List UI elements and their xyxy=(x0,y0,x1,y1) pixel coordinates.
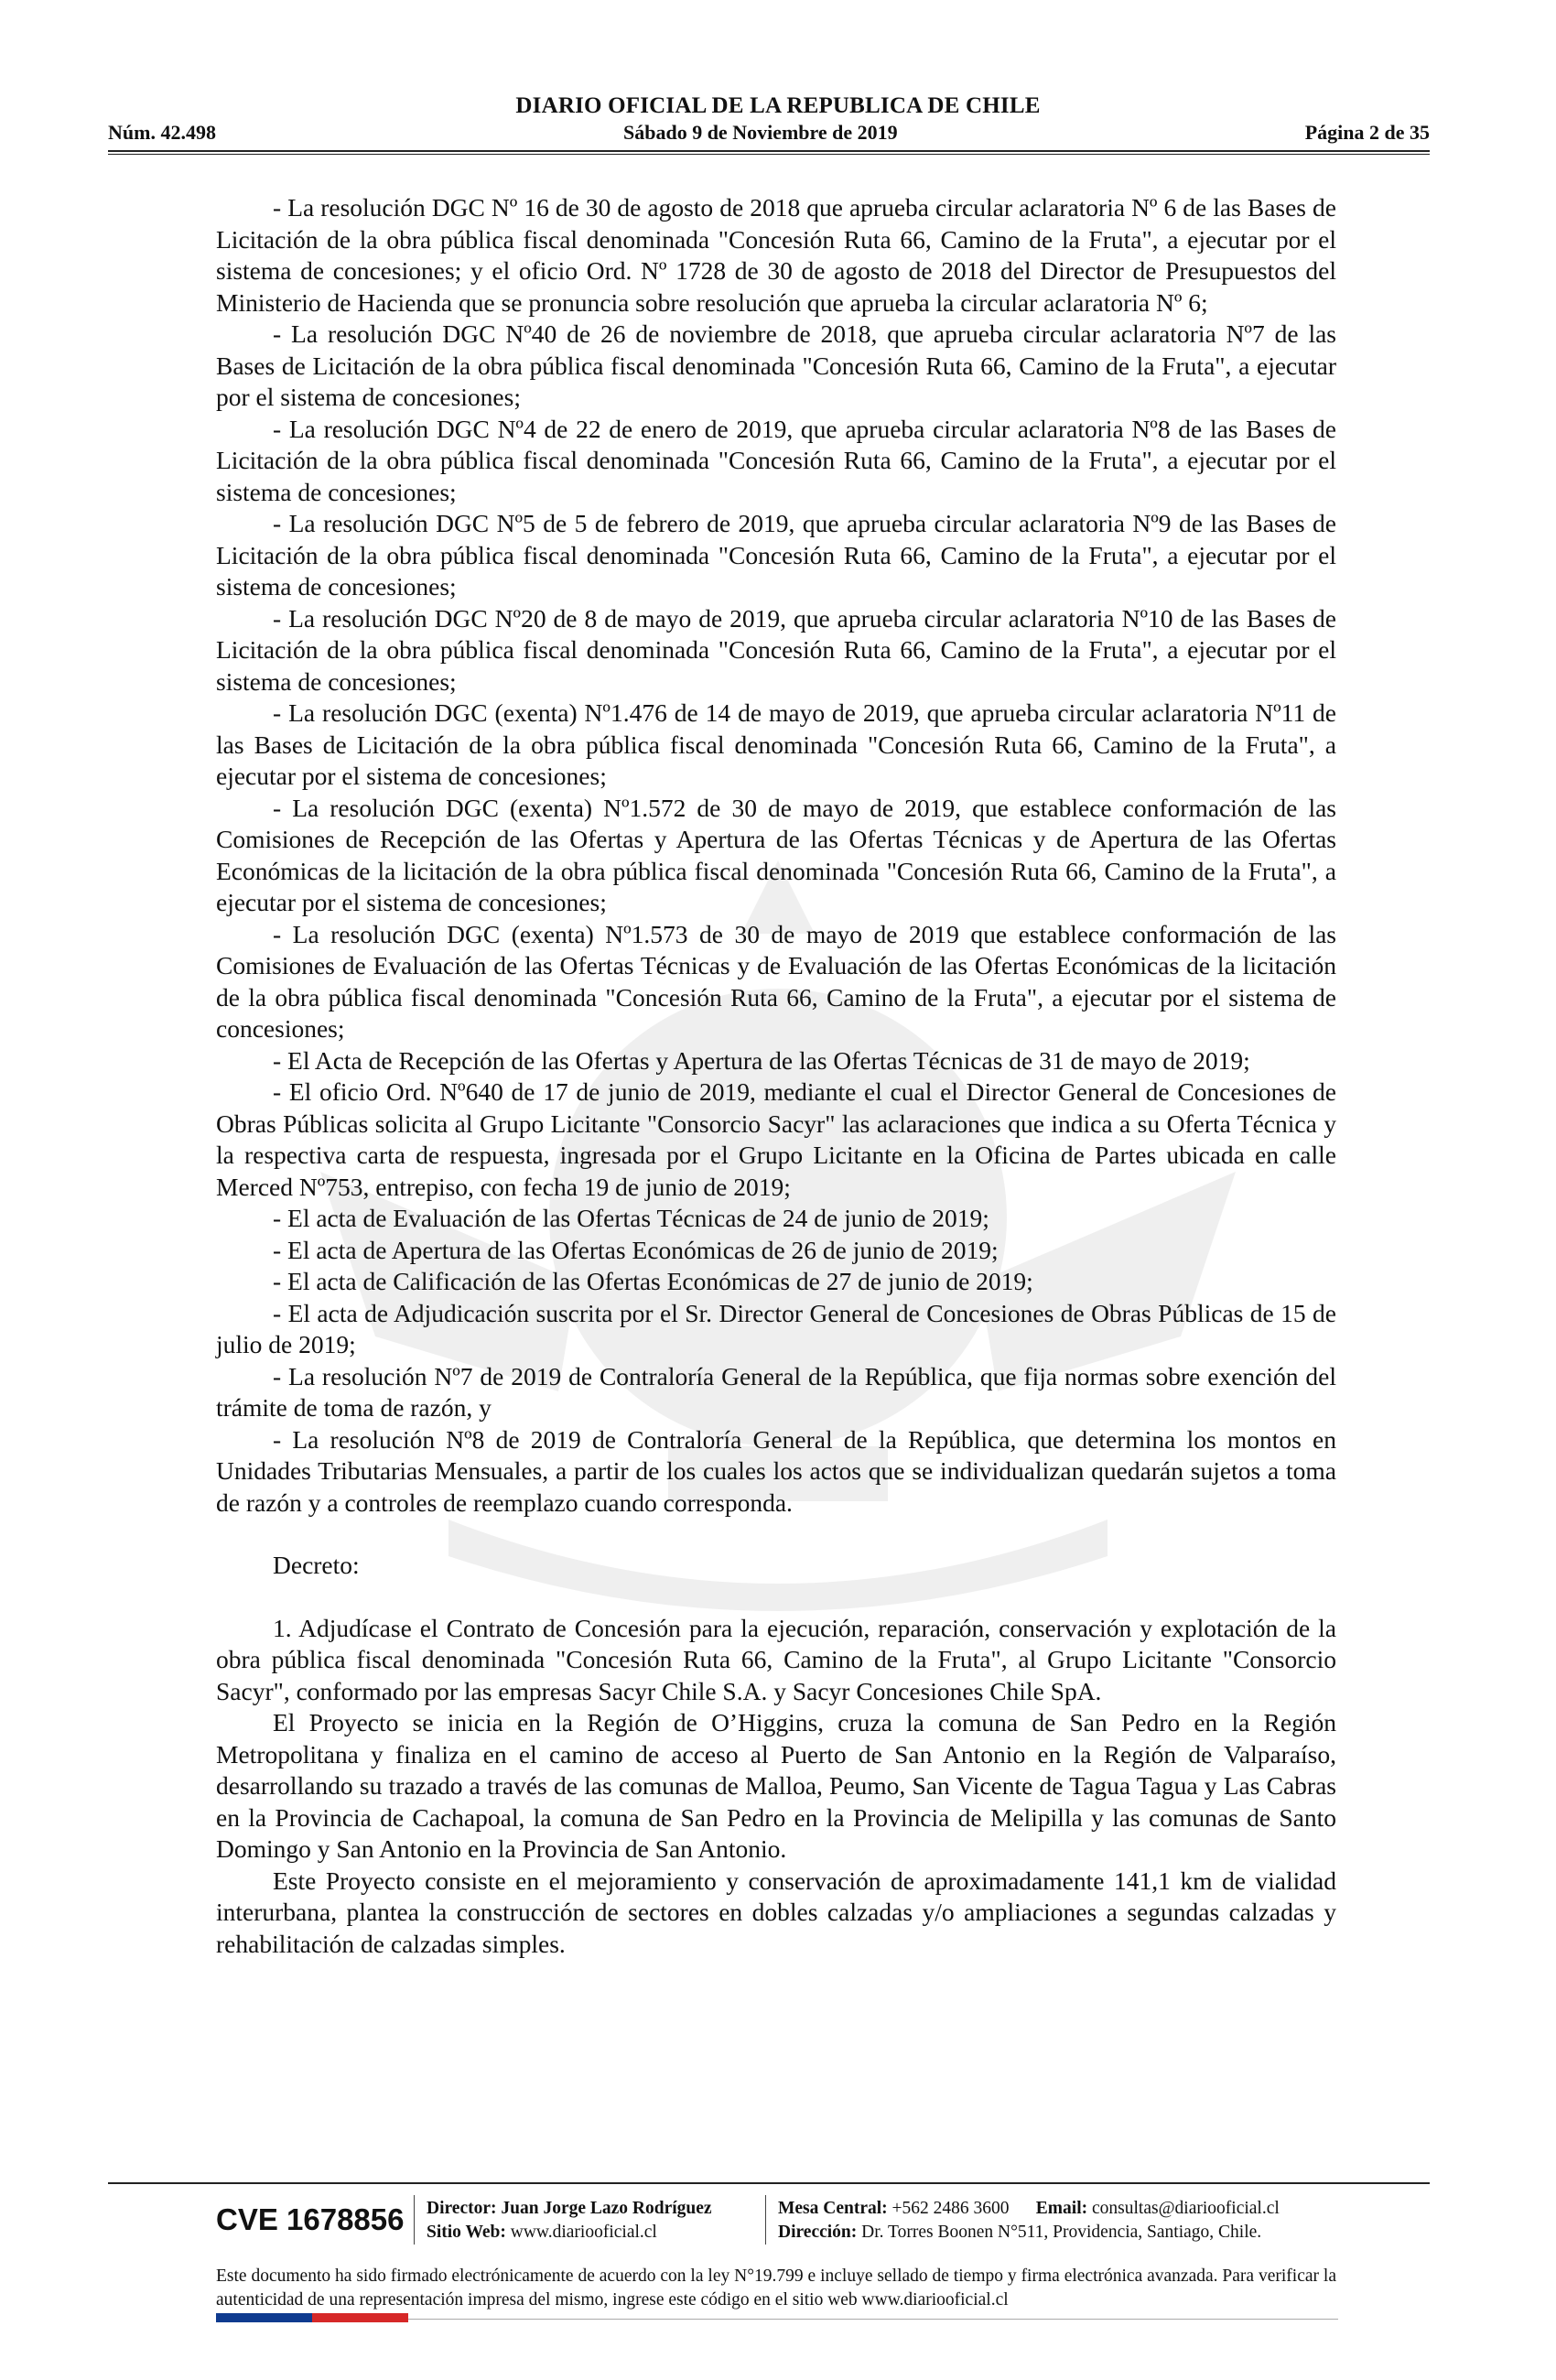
page-number: Página 2 de 35 xyxy=(1304,121,1430,144)
chile-flag-stripe xyxy=(216,2313,408,2322)
considerando-item: - La resolución DGC Nº5 de 5 de febrero de 2019, que aprueba circular aclaratoria Nº9 de las Bases de Licitación de la obra pública fiscal denominada "Concesión Ruta 66, Camino de la Fruta", a ejecutar por el sistema de concesiones; xyxy=(216,509,1336,600)
director-name: Juan Jorge Lazo Rodríguez xyxy=(501,2199,712,2218)
address-value: Dr. Torres Boonen N°511, Providencia, Santiago, Chile. xyxy=(861,2223,1262,2242)
cve-code: CVE 1678856 xyxy=(216,2202,405,2236)
newspaper-title: DIARIO OFICIAL DE LA REPUBLICA DE CHILE xyxy=(515,93,1041,118)
electronic-signature-notice: Este documento ha sido firmado electrónicamente de acuerdo con la ley N°19.799 e incluye sellado de tiempo y firma electrónica avanzada. Para verificar la autenticidad de una representación impresa del mismo, ingrese este código en el sitio web www.diariooficial.cl xyxy=(216,2266,1336,2310)
considerando-item: - La resolución Nº8 de 2019 de Contraloría General de la República, que determina los montos en Unidades Tributarias Mensuales, a partir de los cuales los actos que se individualizan quedarán sujetos a toma de razón y a controles de reemplazo cuando corresponda. xyxy=(216,1424,1336,1517)
issue-date: Sábado 9 de Noviembre de 2019 xyxy=(622,121,898,144)
decree-paragraph: El Proyecto se inicia en la Región de O’Higgins, cruza la comuna de San Pedro en la Región Metropolitana y finaliza en el camino de acceso al Puerto de San Antonio en la Región de Valparaíso, desarrollando su trazado a través de las comunas de Malloa, Peumo, San Vicente de Tagua Tagua y Las Cabras en la Provincia de Cachapoal, la comuna de San Pedro en la Provincia de Melipilla y las comunas de Santo Domingo y San Antonio en la Provincia de San Antonio. xyxy=(216,1708,1336,1863)
considerando-item: - La resolución Nº7 de 2019 de Contraloría General de la República, que fija normas sobre exención del trámite de toma de razón, y xyxy=(216,1361,1336,1422)
considerando-item: - La resolución DGC (exenta) Nº1.572 de 30 de mayo de 2019, que establece conformación de las Comisiones de Recepción de las Ofertas y Apertura de las Ofertas Técnicas y de Apertura de las Ofertas Económicas de la licitación de la obra pública fiscal denominada "Concesión Ruta 66, Camino de la Fruta", a ejecutar por el sistema de concesiones; xyxy=(216,793,1336,916)
email-link[interactable]: consultas@diariooficial.cl xyxy=(1092,2199,1280,2218)
considerando-item: - La resolución DGC (exenta) Nº1.476 de 14 de mayo de 2019, que aprueba circular aclaratoria Nº11 de las Bases de Licitación de la obra pública fiscal denominada "Concesión Ruta 66, Camino de la Fruta", a ejecutar por el sistema de concesiones; xyxy=(216,698,1336,790)
footer-divider xyxy=(108,2182,1430,2184)
email-label: Email: xyxy=(1035,2199,1088,2218)
considerando-item: - El acta de Evaluación de las Ofertas Técnicas de 24 de junio de 2019; xyxy=(273,1204,989,1232)
decree-article: 1. Adjudícase el Contrato de Concesión para la ejecución, reparación, conservación y explotación de la obra pública fiscal denominada "Concesión Ruta 66, Camino de la Fruta", al Grupo Licitante "Consorcio Sacyr", conformado por las empresas Sacyr Chile S.A. y Sacyr Concesiones Chile SpA. xyxy=(216,1613,1336,1705)
considerando-item: - La resolución DGC Nº 16 de 30 de agosto de 2018 que aprueba circular aclaratoria Nº 6 de las Bases de Licitación de la obra pública fiscal denominada "Concesión Ruta 66, Camino de la Fruta", a ejecutar por el sistema de concesiones; y el oficio Ord. Nº 1728 de 30 de agosto de 2018 del Director de Presupuestos del Ministerio de Hacienda que se pronuncia sobre resolución que aprueba la circular aclaratoria Nº 6; xyxy=(216,193,1336,317)
considerando-item: - La resolución DGC Nº20 de 8 de mayo de 2019, que aprueba circular aclaratoria Nº10 de las Bases de Licitación de la obra pública fiscal denominada "Concesión Ruta 66, Camino de la Fruta", a ejecutar por el sistema de concesiones; xyxy=(216,603,1336,696)
footer-bottom-rule xyxy=(408,2319,1338,2320)
director-label: Director: xyxy=(427,2199,497,2218)
footer-separator xyxy=(414,2195,415,2245)
site-label: Sitio Web: xyxy=(427,2223,506,2242)
document-body xyxy=(216,192,1336,1960)
considerando-item: - El acta de Calificación de las Ofertas Económicas de 27 de junio de 2019; xyxy=(273,1267,1033,1295)
phone-value: +562 2486 3600 xyxy=(891,2199,1010,2218)
header-divider xyxy=(108,150,1430,152)
header-divider-thin xyxy=(108,154,1430,155)
considerando-item: - La resolución DGC Nº4 de 22 de enero de 2019, que aprueba circular aclaratoria Nº8 de las Bases de Licitación de la obra pública fiscal denominada "Concesión Ruta 66, Camino de la Fruta", a ejecutar por el sistema de concesiones; xyxy=(216,414,1336,506)
footer-contact-block xyxy=(778,2197,1280,2245)
considerando-item: - El oficio Ord. Nº640 de 17 de junio de 2019, mediante el cual el Director General de Concesiones de Obras Públicas solicita al Grupo Licitante "Consorcio Sacyr" las aclaraciones que indica a su Oferta Técnica y la respectiva carta de respuesta, ingresada por el Grupo Licitante en la Oficina de Partes ubicada en calle Merced Nº753, entrepiso, con fecha 19 de junio de 2019; xyxy=(216,1077,1336,1201)
address-label: Dirección: xyxy=(778,2223,858,2242)
header-row xyxy=(108,121,1430,145)
decree-heading: Decreto: xyxy=(273,1551,360,1579)
considerando-item: - El Acta de Recepción de las Ofertas y Apertura de las Ofertas Técnicas de 31 de mayo de 2019; xyxy=(273,1045,1250,1075)
phone-label: Mesa Central: xyxy=(778,2199,888,2218)
issue-number: Núm. 42.498 xyxy=(108,121,216,144)
considerando-item: - El acta de Apertura de las Ofertas Económicas de 26 de junio de 2019; xyxy=(273,1235,999,1264)
considerando-item: - La resolución DGC (exenta) Nº1.573 de 30 de mayo de 2019 que establece conformación de las Comisiones de Evaluación de las Ofertas Técnicas y de Evaluación de las Ofertas Económicas de la licitación de la obra pública fiscal denominada "Concesión Ruta 66, Camino de la Fruta", a ejecutar por el sistema de concesiones; xyxy=(216,919,1336,1043)
footer-director-block xyxy=(427,2197,712,2245)
considerando-item: - El acta de Adjudicación suscrita por el Sr. Director General de Concesiones de Obras Públicas de 15 de julio de 2019; xyxy=(216,1298,1336,1358)
site-link[interactable]: www.diariooficial.cl xyxy=(510,2223,657,2242)
decree-paragraph: Este Proyecto consiste en el mejoramiento y conservación de aproximadamente 141,1 km de vialidad interurbana, plantea la construcción de sectores en dobles calzadas y/o ampliaciones a segundas calzadas y rehabilitación de calzadas simples. xyxy=(216,1866,1336,1958)
considerando-item: - La resolución DGC Nº40 de 26 de noviembre de 2018, que aprueba circular aclaratoria Nº7 de las Bases de Licitación de la obra pública fiscal denominada "Concesión Ruta 66, Camino de la Fruta", a ejecutar por el sistema de concesiones; xyxy=(216,319,1336,411)
footer-separator xyxy=(765,2195,766,2245)
